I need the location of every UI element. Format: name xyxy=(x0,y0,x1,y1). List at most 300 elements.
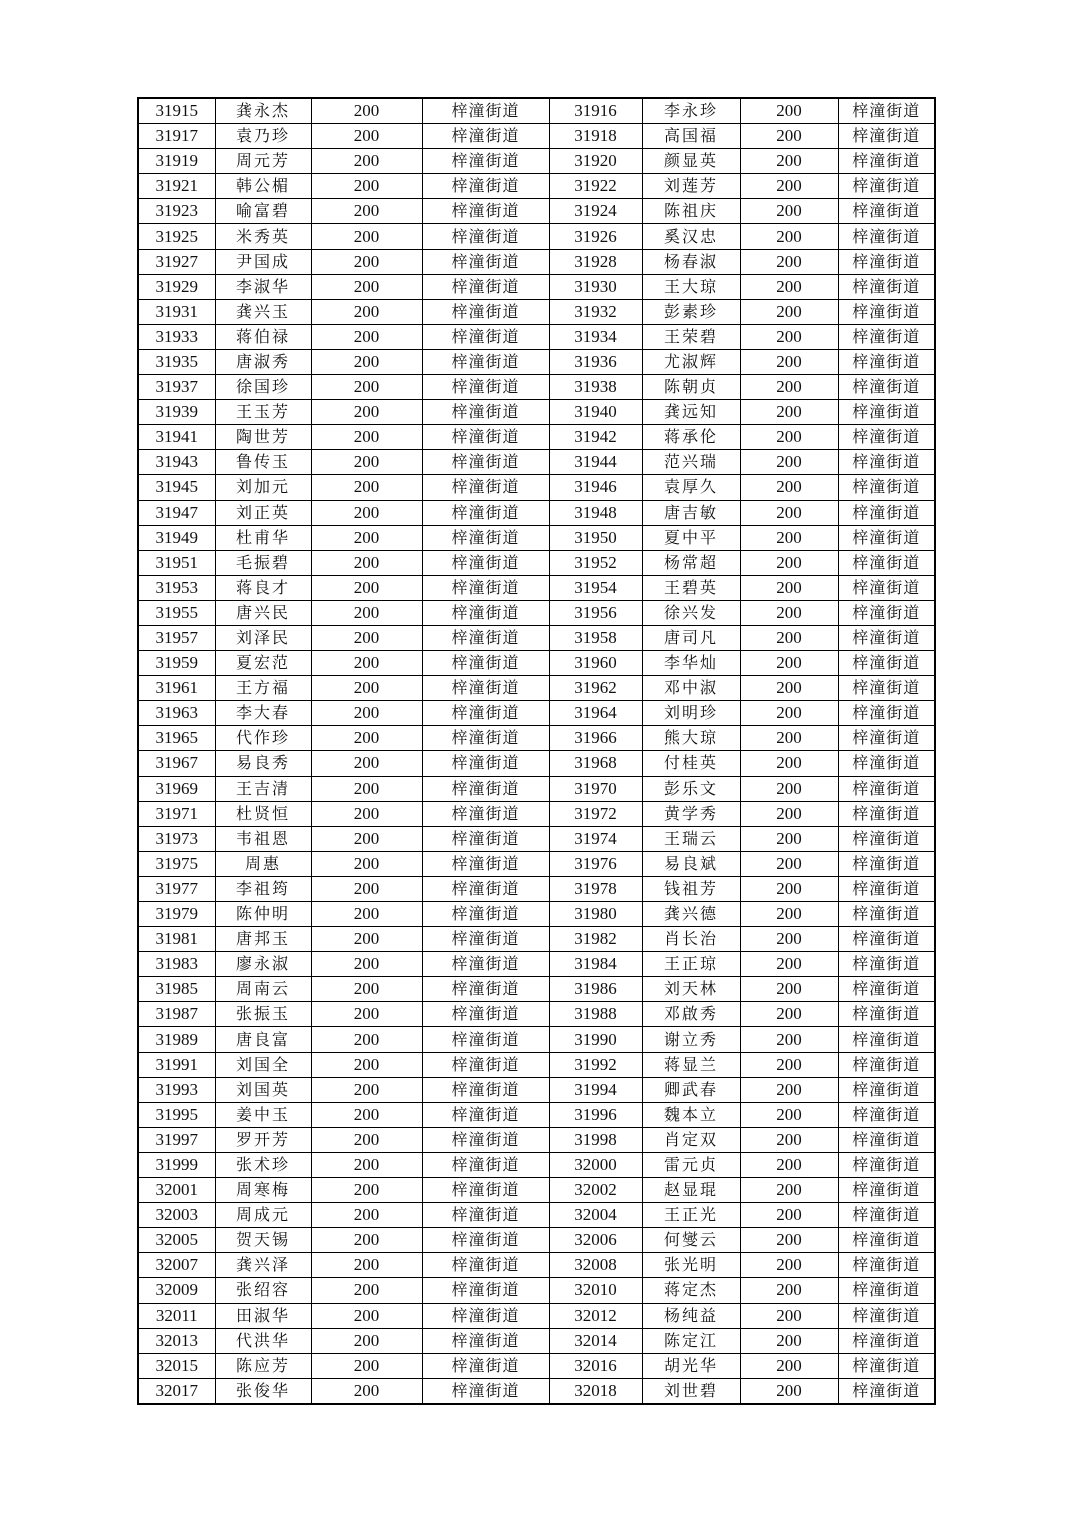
table-row xyxy=(138,1077,935,1102)
amount-cell: 200 xyxy=(740,902,838,927)
record-id-cell: 32018 xyxy=(549,1378,642,1404)
amount-cell: 200 xyxy=(740,299,838,324)
recipient-name-cell: 刘国英 xyxy=(215,1077,311,1102)
amount-cell: 200 xyxy=(311,375,422,400)
street-cell: 梓潼街道 xyxy=(838,801,935,826)
table-row xyxy=(138,450,935,475)
amount-cell: 200 xyxy=(740,1228,838,1253)
amount-cell: 200 xyxy=(740,550,838,575)
street-cell: 梓潼街道 xyxy=(422,952,549,977)
street-cell: 梓潼街道 xyxy=(422,726,549,751)
recipient-name-cell: 李华灿 xyxy=(642,651,740,676)
recipient-name-cell: 易良秀 xyxy=(215,751,311,776)
recipient-name-cell: 陈应芳 xyxy=(215,1353,311,1378)
street-cell: 梓潼街道 xyxy=(422,1328,549,1353)
amount-cell: 200 xyxy=(311,876,422,901)
street-cell: 梓潼街道 xyxy=(838,575,935,600)
amount-cell: 200 xyxy=(311,776,422,801)
table-row xyxy=(138,475,935,500)
record-id-cell: 31917 xyxy=(138,124,215,149)
amount-cell: 200 xyxy=(740,324,838,349)
amount-cell: 200 xyxy=(311,1102,422,1127)
amount-cell: 200 xyxy=(740,575,838,600)
street-cell: 梓潼街道 xyxy=(422,1228,549,1253)
amount-cell: 200 xyxy=(740,1253,838,1278)
amount-cell: 200 xyxy=(311,701,422,726)
street-cell: 梓潼街道 xyxy=(422,174,549,199)
record-id-cell: 32010 xyxy=(549,1278,642,1303)
street-cell: 梓潼街道 xyxy=(838,927,935,952)
amount-cell: 200 xyxy=(311,550,422,575)
record-id-cell: 31997 xyxy=(138,1127,215,1152)
street-cell: 梓潼街道 xyxy=(422,400,549,425)
recipient-name-cell: 彭乐文 xyxy=(642,776,740,801)
amount-cell: 200 xyxy=(740,851,838,876)
table-row xyxy=(138,1253,935,1278)
street-cell: 梓潼街道 xyxy=(422,124,549,149)
recipient-name-cell: 唐吉敏 xyxy=(642,500,740,525)
street-cell: 梓潼街道 xyxy=(838,851,935,876)
street-cell: 梓潼街道 xyxy=(422,826,549,851)
recipient-name-cell: 唐淑秀 xyxy=(215,349,311,374)
table-row xyxy=(138,876,935,901)
amount-cell: 200 xyxy=(311,349,422,374)
record-id-cell: 31928 xyxy=(549,249,642,274)
record-id-cell: 31968 xyxy=(549,751,642,776)
recipient-name-cell: 王碧英 xyxy=(642,575,740,600)
recipient-name-cell: 王瑞云 xyxy=(642,826,740,851)
recipient-name-cell: 邓啟秀 xyxy=(642,1002,740,1027)
street-cell: 梓潼街道 xyxy=(422,550,549,575)
record-id-cell: 31991 xyxy=(138,1052,215,1077)
recipient-name-cell: 彭素珍 xyxy=(642,299,740,324)
record-id-cell: 31957 xyxy=(138,625,215,650)
record-id-cell: 31970 xyxy=(549,776,642,801)
record-id-cell: 31995 xyxy=(138,1102,215,1127)
recipient-name-cell: 张俊华 xyxy=(215,1378,311,1404)
street-cell: 梓潼街道 xyxy=(838,751,935,776)
street-cell: 梓潼街道 xyxy=(838,1178,935,1203)
recipient-name-cell: 周元芳 xyxy=(215,149,311,174)
street-cell: 梓潼街道 xyxy=(422,1178,549,1203)
table-row xyxy=(138,927,935,952)
street-cell: 梓潼街道 xyxy=(422,249,549,274)
recipient-name-cell: 米秀英 xyxy=(215,224,311,249)
amount-cell: 200 xyxy=(311,149,422,174)
record-id-cell: 32007 xyxy=(138,1253,215,1278)
record-id-cell: 31944 xyxy=(549,450,642,475)
record-id-cell: 31934 xyxy=(549,324,642,349)
street-cell: 梓潼街道 xyxy=(838,375,935,400)
table-row xyxy=(138,249,935,274)
table-row xyxy=(138,400,935,425)
street-cell: 梓潼街道 xyxy=(422,1127,549,1152)
record-id-cell: 31926 xyxy=(549,224,642,249)
amount-cell: 200 xyxy=(740,1303,838,1328)
amount-cell: 200 xyxy=(311,575,422,600)
recipient-name-cell: 代洪华 xyxy=(215,1328,311,1353)
street-cell: 梓潼街道 xyxy=(838,249,935,274)
recipient-name-cell: 罗开芳 xyxy=(215,1127,311,1152)
recipient-name-cell: 何燮云 xyxy=(642,1228,740,1253)
record-id-cell: 31943 xyxy=(138,450,215,475)
recipient-name-cell: 韩公楣 xyxy=(215,174,311,199)
amount-cell: 200 xyxy=(740,876,838,901)
table-row xyxy=(138,98,935,124)
amount-cell: 200 xyxy=(311,676,422,701)
recipient-name-cell: 田淑华 xyxy=(215,1303,311,1328)
recipient-name-cell: 雷元贞 xyxy=(642,1152,740,1177)
amount-cell: 200 xyxy=(740,1002,838,1027)
recipient-name-cell: 蒋定杰 xyxy=(642,1278,740,1303)
amount-cell: 200 xyxy=(311,902,422,927)
record-id-cell: 31973 xyxy=(138,826,215,851)
amount-cell: 200 xyxy=(311,274,422,299)
table-row xyxy=(138,851,935,876)
recipient-name-cell: 陶世芳 xyxy=(215,425,311,450)
recipient-name-cell: 唐司凡 xyxy=(642,625,740,650)
street-cell: 梓潼街道 xyxy=(838,98,935,124)
table-row xyxy=(138,199,935,224)
recipient-name-cell: 龚兴泽 xyxy=(215,1253,311,1278)
amount-cell: 200 xyxy=(740,1127,838,1152)
recipient-name-cell: 周寒梅 xyxy=(215,1178,311,1203)
recipient-name-cell: 姜中玉 xyxy=(215,1102,311,1127)
street-cell: 梓潼街道 xyxy=(422,349,549,374)
recipient-name-cell: 韦祖恩 xyxy=(215,826,311,851)
recipient-name-cell: 陈定江 xyxy=(642,1328,740,1353)
table-row xyxy=(138,1178,935,1203)
table-row xyxy=(138,952,935,977)
recipient-name-cell: 龚永杰 xyxy=(215,98,311,124)
amount-cell: 200 xyxy=(311,1278,422,1303)
amount-cell: 200 xyxy=(740,400,838,425)
recipient-name-cell: 尹国成 xyxy=(215,249,311,274)
recipient-name-cell: 徐国珍 xyxy=(215,375,311,400)
table-row xyxy=(138,651,935,676)
street-cell: 梓潼街道 xyxy=(838,676,935,701)
record-id-cell: 31948 xyxy=(549,500,642,525)
record-id-cell: 31937 xyxy=(138,375,215,400)
record-id-cell: 31969 xyxy=(138,776,215,801)
street-cell: 梓潼街道 xyxy=(838,124,935,149)
record-id-cell: 31994 xyxy=(549,1077,642,1102)
amount-cell: 200 xyxy=(740,174,838,199)
amount-cell: 200 xyxy=(311,324,422,349)
amount-cell: 200 xyxy=(740,450,838,475)
street-cell: 梓潼街道 xyxy=(422,751,549,776)
street-cell: 梓潼街道 xyxy=(422,676,549,701)
record-id-cell: 31971 xyxy=(138,801,215,826)
record-id-cell: 31959 xyxy=(138,651,215,676)
amount-cell: 200 xyxy=(740,1203,838,1228)
street-cell: 梓潼街道 xyxy=(838,199,935,224)
record-id-cell: 31982 xyxy=(549,927,642,952)
record-id-cell: 31918 xyxy=(549,124,642,149)
street-cell: 梓潼街道 xyxy=(422,776,549,801)
record-id-cell: 32011 xyxy=(138,1303,215,1328)
street-cell: 梓潼街道 xyxy=(838,876,935,901)
street-cell: 梓潼街道 xyxy=(422,651,549,676)
amount-cell: 200 xyxy=(311,600,422,625)
amount-cell: 200 xyxy=(311,1253,422,1278)
recipient-name-cell: 喻富碧 xyxy=(215,199,311,224)
record-id-cell: 31987 xyxy=(138,1002,215,1027)
record-id-cell: 31972 xyxy=(549,801,642,826)
street-cell: 梓潼街道 xyxy=(838,1353,935,1378)
amount-cell: 200 xyxy=(311,450,422,475)
recipient-name-cell: 龚兴德 xyxy=(642,902,740,927)
street-cell: 梓潼街道 xyxy=(422,801,549,826)
record-id-cell: 31975 xyxy=(138,851,215,876)
recipient-name-cell: 李大春 xyxy=(215,701,311,726)
recipient-name-cell: 张振玉 xyxy=(215,1002,311,1027)
street-cell: 梓潼街道 xyxy=(838,625,935,650)
recipient-name-cell: 袁乃珍 xyxy=(215,124,311,149)
recipient-name-cell: 陈祖庆 xyxy=(642,199,740,224)
table-row xyxy=(138,1102,935,1127)
recipient-name-cell: 肖定双 xyxy=(642,1127,740,1152)
record-id-cell: 31927 xyxy=(138,249,215,274)
amount-cell: 200 xyxy=(740,1178,838,1203)
street-cell: 梓潼街道 xyxy=(422,1152,549,1177)
record-id-cell: 31929 xyxy=(138,274,215,299)
amount-cell: 200 xyxy=(740,1052,838,1077)
record-id-cell: 31940 xyxy=(549,400,642,425)
recipient-name-cell: 王荣碧 xyxy=(642,324,740,349)
recipient-name-cell: 刘天林 xyxy=(642,977,740,1002)
table-row xyxy=(138,826,935,851)
record-id-cell: 31960 xyxy=(549,651,642,676)
record-id-cell: 32013 xyxy=(138,1328,215,1353)
recipient-name-cell: 刘正英 xyxy=(215,500,311,525)
record-id-cell: 32008 xyxy=(549,1253,642,1278)
record-id-cell: 32009 xyxy=(138,1278,215,1303)
recipient-name-cell: 张术珍 xyxy=(215,1152,311,1177)
record-id-cell: 31950 xyxy=(549,525,642,550)
street-cell: 梓潼街道 xyxy=(422,475,549,500)
table-row xyxy=(138,1278,935,1303)
recipient-name-cell: 李祖筠 xyxy=(215,876,311,901)
street-cell: 梓潼街道 xyxy=(422,149,549,174)
recipient-name-cell: 龚远知 xyxy=(642,400,740,425)
table-row xyxy=(138,1002,935,1027)
recipient-name-cell: 王大琼 xyxy=(642,274,740,299)
record-id-cell: 31949 xyxy=(138,525,215,550)
table-row xyxy=(138,375,935,400)
record-id-cell: 32016 xyxy=(549,1353,642,1378)
record-id-cell: 31947 xyxy=(138,500,215,525)
recipient-name-cell: 蒋良才 xyxy=(215,575,311,600)
record-id-cell: 31936 xyxy=(549,349,642,374)
table-row xyxy=(138,1228,935,1253)
street-cell: 梓潼街道 xyxy=(838,324,935,349)
recipient-name-cell: 王吉清 xyxy=(215,776,311,801)
record-id-cell: 31993 xyxy=(138,1077,215,1102)
street-cell: 梓潼街道 xyxy=(838,1077,935,1102)
recipient-name-cell: 熊大琼 xyxy=(642,726,740,751)
recipient-name-cell: 陈朝贞 xyxy=(642,375,740,400)
street-cell: 梓潼街道 xyxy=(422,1203,549,1228)
record-id-cell: 31976 xyxy=(549,851,642,876)
amount-cell: 200 xyxy=(740,149,838,174)
record-id-cell: 31974 xyxy=(549,826,642,851)
table-row xyxy=(138,701,935,726)
amount-cell: 200 xyxy=(740,425,838,450)
amount-cell: 200 xyxy=(740,1328,838,1353)
record-id-cell: 31923 xyxy=(138,199,215,224)
record-id-cell: 31920 xyxy=(549,149,642,174)
recipient-name-cell: 刘明珍 xyxy=(642,701,740,726)
amount-cell: 200 xyxy=(740,1027,838,1052)
table-row xyxy=(138,274,935,299)
street-cell: 梓潼街道 xyxy=(838,977,935,1002)
table-row xyxy=(138,977,935,1002)
recipient-name-cell: 张光明 xyxy=(642,1253,740,1278)
amount-cell: 200 xyxy=(740,625,838,650)
record-id-cell: 31978 xyxy=(549,876,642,901)
table-row xyxy=(138,676,935,701)
recipient-name-cell: 贺天锡 xyxy=(215,1228,311,1253)
record-id-cell: 31938 xyxy=(549,375,642,400)
table-row xyxy=(138,1378,935,1404)
street-cell: 梓潼街道 xyxy=(422,299,549,324)
recipient-name-cell: 周南云 xyxy=(215,977,311,1002)
record-id-cell: 32002 xyxy=(549,1178,642,1203)
recipient-name-cell: 夏中平 xyxy=(642,525,740,550)
street-cell: 梓潼街道 xyxy=(838,475,935,500)
amount-cell: 200 xyxy=(740,776,838,801)
recipient-name-cell: 周成元 xyxy=(215,1203,311,1228)
street-cell: 梓潼街道 xyxy=(838,1052,935,1077)
record-id-cell: 31988 xyxy=(549,1002,642,1027)
amount-cell: 200 xyxy=(311,1303,422,1328)
street-cell: 梓潼街道 xyxy=(422,1102,549,1127)
amount-cell: 200 xyxy=(311,751,422,776)
recipient-name-cell: 王正光 xyxy=(642,1203,740,1228)
recipient-name-cell: 邓中淑 xyxy=(642,676,740,701)
record-id-cell: 31989 xyxy=(138,1027,215,1052)
street-cell: 梓潼街道 xyxy=(838,1228,935,1253)
record-id-cell: 31996 xyxy=(549,1102,642,1127)
table-row xyxy=(138,902,935,927)
table-row xyxy=(138,525,935,550)
street-cell: 梓潼街道 xyxy=(838,349,935,374)
amount-cell: 200 xyxy=(740,751,838,776)
record-id-cell: 32012 xyxy=(549,1303,642,1328)
record-id-cell: 31954 xyxy=(549,575,642,600)
street-cell: 梓潼街道 xyxy=(422,1278,549,1303)
street-cell: 梓潼街道 xyxy=(422,324,549,349)
street-cell: 梓潼街道 xyxy=(838,425,935,450)
street-cell: 梓潼街道 xyxy=(838,500,935,525)
amount-cell: 200 xyxy=(311,1002,422,1027)
recipient-name-cell: 奚汉忠 xyxy=(642,224,740,249)
amount-cell: 200 xyxy=(311,1027,422,1052)
recipient-name-cell: 李永珍 xyxy=(642,98,740,124)
record-id-cell: 31931 xyxy=(138,299,215,324)
record-id-cell: 31967 xyxy=(138,751,215,776)
record-id-cell: 31983 xyxy=(138,952,215,977)
street-cell: 梓潼街道 xyxy=(838,1278,935,1303)
recipient-name-cell: 易良斌 xyxy=(642,851,740,876)
street-cell: 梓潼街道 xyxy=(838,1002,935,1027)
record-id-cell: 31955 xyxy=(138,600,215,625)
table-row xyxy=(138,1303,935,1328)
record-id-cell: 31986 xyxy=(549,977,642,1002)
amount-cell: 200 xyxy=(311,651,422,676)
table-row xyxy=(138,1127,935,1152)
amount-cell: 200 xyxy=(311,851,422,876)
amount-cell: 200 xyxy=(740,651,838,676)
amount-cell: 200 xyxy=(311,249,422,274)
amount-cell: 200 xyxy=(311,174,422,199)
street-cell: 梓潼街道 xyxy=(422,876,549,901)
record-id-cell: 31921 xyxy=(138,174,215,199)
amount-cell: 200 xyxy=(311,475,422,500)
record-id-cell: 32001 xyxy=(138,1178,215,1203)
street-cell: 梓潼街道 xyxy=(838,1328,935,1353)
record-id-cell: 32006 xyxy=(549,1228,642,1253)
recipient-name-cell: 胡光华 xyxy=(642,1353,740,1378)
amount-cell: 200 xyxy=(311,124,422,149)
amount-cell: 200 xyxy=(740,349,838,374)
street-cell: 梓潼街道 xyxy=(838,600,935,625)
recipient-name-cell: 卿武春 xyxy=(642,1077,740,1102)
recipient-name-cell: 徐兴发 xyxy=(642,600,740,625)
recipient-name-cell: 张绍容 xyxy=(215,1278,311,1303)
amount-cell: 200 xyxy=(740,249,838,274)
amount-cell: 200 xyxy=(311,500,422,525)
table-row xyxy=(138,550,935,575)
allowance-table xyxy=(137,97,936,1405)
record-id-cell: 32017 xyxy=(138,1378,215,1404)
street-cell: 梓潼街道 xyxy=(838,826,935,851)
record-id-cell: 31985 xyxy=(138,977,215,1002)
record-id-cell: 31981 xyxy=(138,927,215,952)
street-cell: 梓潼街道 xyxy=(838,1127,935,1152)
recipient-name-cell: 黄学秀 xyxy=(642,801,740,826)
street-cell: 梓潼街道 xyxy=(422,1002,549,1027)
record-id-cell: 31958 xyxy=(549,625,642,650)
street-cell: 梓潼街道 xyxy=(838,174,935,199)
amount-cell: 200 xyxy=(311,425,422,450)
recipient-name-cell: 毛振碧 xyxy=(215,550,311,575)
record-id-cell: 31915 xyxy=(138,98,215,124)
amount-cell: 200 xyxy=(740,500,838,525)
amount-cell: 200 xyxy=(740,952,838,977)
record-id-cell: 32005 xyxy=(138,1228,215,1253)
table-row xyxy=(138,801,935,826)
record-id-cell: 32004 xyxy=(549,1203,642,1228)
record-id-cell: 31984 xyxy=(549,952,642,977)
recipient-name-cell: 刘泽民 xyxy=(215,625,311,650)
recipient-name-cell: 袁厚久 xyxy=(642,475,740,500)
recipient-name-cell: 付桂英 xyxy=(642,751,740,776)
recipient-name-cell: 杨纯益 xyxy=(642,1303,740,1328)
amount-cell: 200 xyxy=(740,977,838,1002)
record-id-cell: 31965 xyxy=(138,726,215,751)
street-cell: 梓潼街道 xyxy=(838,274,935,299)
recipient-name-cell: 钱祖芳 xyxy=(642,876,740,901)
recipient-name-cell: 杨春淑 xyxy=(642,249,740,274)
recipient-name-cell: 杜甫华 xyxy=(215,525,311,550)
street-cell: 梓潼街道 xyxy=(422,977,549,1002)
table-row xyxy=(138,726,935,751)
recipient-name-cell: 唐良富 xyxy=(215,1027,311,1052)
record-id-cell: 31942 xyxy=(549,425,642,450)
street-cell: 梓潼街道 xyxy=(838,450,935,475)
